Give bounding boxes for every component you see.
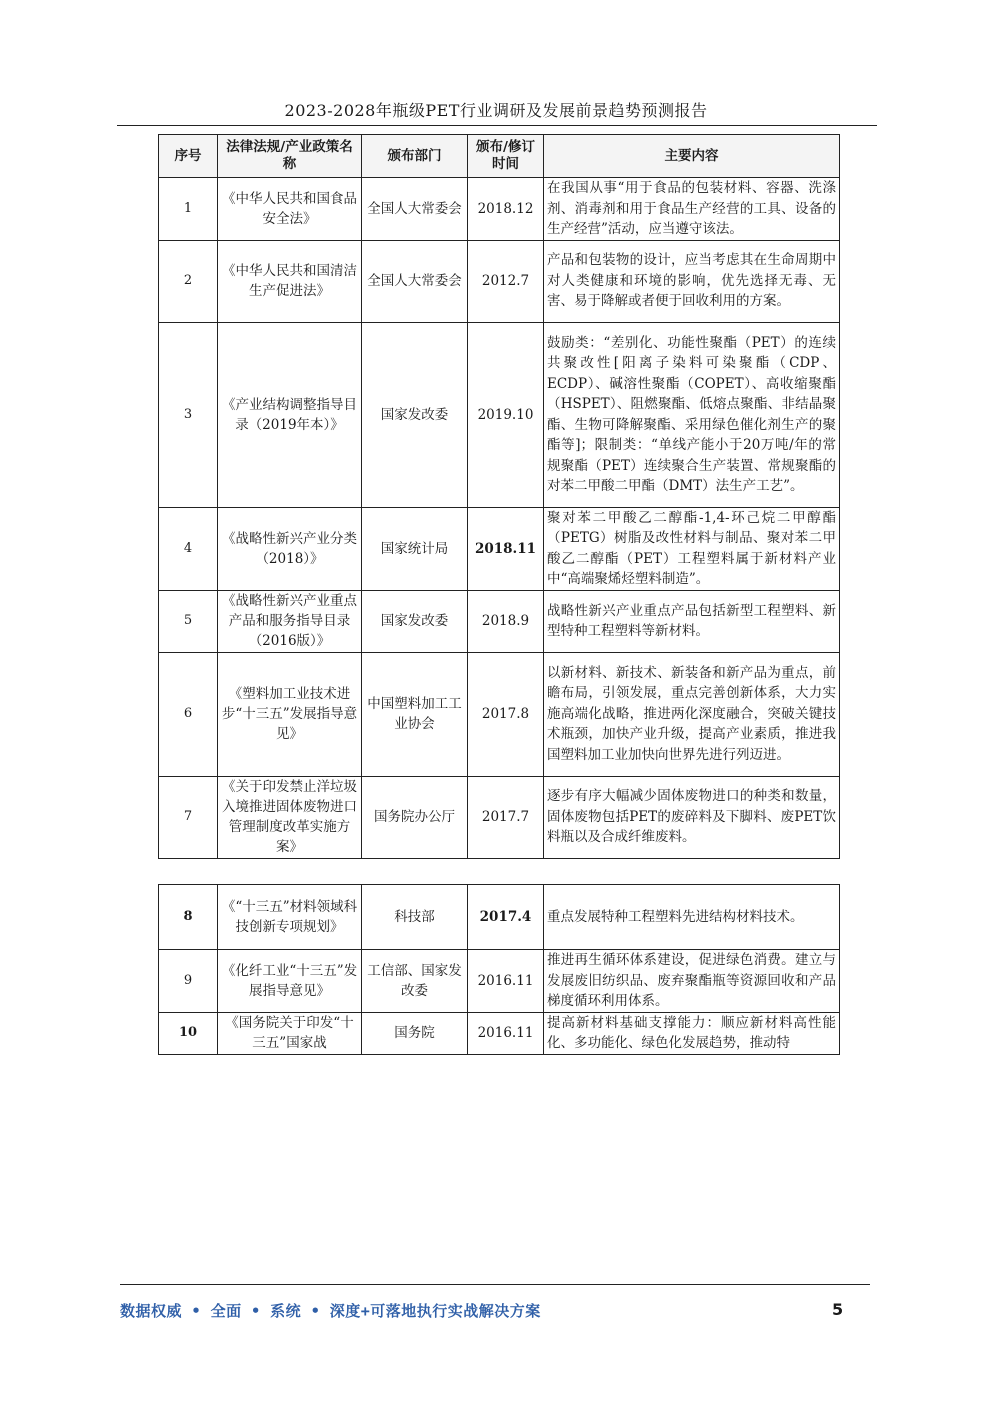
row-number: 3 [159, 322, 218, 507]
issuing-department: 科技部 [362, 885, 468, 950]
policy-name: 《塑料加工业技术进步“十三五”发展指导意见》 [218, 652, 362, 776]
main-content: 重点发展特种工程塑料先进结构材料技术。 [544, 885, 840, 950]
footer-divider [120, 1284, 870, 1285]
policy-name: 《关于印发禁止洋垃圾入境推进固体废物进口管理制度改革实施方案》 [218, 776, 362, 858]
issuing-department: 中国塑料加工工业协会 [362, 652, 468, 776]
table-row [159, 178, 840, 241]
row-number: 4 [159, 507, 218, 590]
table-row [159, 590, 840, 652]
issue-date: 2019.10 [468, 322, 544, 507]
policy-name: 《中华人民共和国清洁生产促进法》 [218, 240, 362, 322]
main-content: 推进再生循环体系建设，促进绿色消费。建立与发展废旧纺织品、废弃聚酯瓶等资源回收和产品梯度循环利用体系。 [544, 950, 840, 1013]
policy-name: 《化纤工业“十三五”发展指导意见》 [218, 950, 362, 1013]
table-row [159, 776, 840, 858]
issue-date: 2012.7 [468, 240, 544, 322]
col-header-no: 序号 [159, 135, 218, 178]
issue-date: 2017.8 [468, 652, 544, 776]
issue-date: 2018.12 [468, 178, 544, 241]
main-content: 在我国从事“用于食品的包装材料、容器、洗涤剂、消毒剂和用于食品生产经营的工具、设备的生产经营”活动，应当遵守该法。 [544, 178, 840, 241]
table-header-row [159, 135, 840, 178]
table-row [159, 240, 840, 322]
issue-date: 2016.11 [468, 1012, 544, 1054]
issuing-department: 工信部、国家发改委 [362, 950, 468, 1013]
policy-name: 《战略性新兴产业重点产品和服务指导目录（2016版）》 [218, 590, 362, 652]
issuing-department: 国务院 [362, 1012, 468, 1054]
row-number: 10 [159, 1012, 218, 1054]
issue-date: 2017.7 [468, 776, 544, 858]
policy-name: 《中华人民共和国食品安全法》 [218, 178, 362, 241]
issuing-department: 国家统计局 [362, 507, 468, 590]
header-divider [117, 125, 877, 126]
issuing-department: 国家发改委 [362, 322, 468, 507]
main-content: 聚对苯二甲酸乙二醇酯-1,4-环己烷二甲醇酯（PETG）树脂及改性材料与制品、聚对苯二甲酸乙二醇酯（PET）工程塑料属于新材料产业中“高端聚烯烃塑料制造”。 [544, 507, 840, 590]
issue-date: 2017.4 [468, 885, 544, 950]
footer-slogan: 数据权威 • 全面 • 系统 • 深度+可落地执行实战解决方案 [120, 1302, 541, 1320]
col-header-name: 法律法规/产业政策名称 [218, 135, 362, 178]
main-content: 产品和包装物的设计，应当考虑其在生命周期中对人类健康和环境的影响，优先选择无毒、无害、易于降解或者便于回收利用的方案。 [544, 240, 840, 322]
policy-name: 《国务院关于印发“十三五”国家战 [218, 1012, 362, 1054]
issue-date: 2018.11 [468, 507, 544, 590]
report-title: 2023-2028年瓶级PET行业调研及发展前景趋势预测报告 [284, 101, 708, 120]
table-row [159, 652, 840, 776]
table-row [159, 950, 840, 1013]
row-number: 7 [159, 776, 218, 858]
table-row [159, 322, 840, 507]
row-number: 2 [159, 240, 218, 322]
policy-name: 《“十三五”材料领域科技创新专项规划》 [218, 885, 362, 950]
main-content: 战略性新兴产业重点产品包括新型工程塑料、新型特种工程塑料等新材料。 [544, 590, 840, 652]
main-content: 以新材料、新技术、新装备和新产品为重点，前瞻布局，引领发展，重点完善创新体系，大力实施高端化战略，推进两化深度融合，突破关键技术瓶颈，加快产业升级，提高产业素质，推进我国塑料加工业加快向世界先进行列迈进。 [544, 652, 840, 776]
row-number: 1 [159, 178, 218, 241]
row-number: 5 [159, 590, 218, 652]
col-header-content: 主要内容 [544, 135, 840, 178]
col-header-dept: 颁布部门 [362, 135, 468, 178]
issuing-department: 全国人大常委会 [362, 240, 468, 322]
page-number: 5 [832, 1300, 844, 1319]
issuing-department: 国务院办公厅 [362, 776, 468, 858]
policy-table-continued [158, 884, 840, 1055]
main-content: 逐步有序大幅减少固体废物进口的种类和数量，固体废物包括PET的废碎料及下脚料、废PET饮料瓶以及合成纤维废料。 [544, 776, 840, 858]
row-number: 8 [159, 885, 218, 950]
table-row [159, 1012, 840, 1054]
row-number: 9 [159, 950, 218, 1013]
col-header-date: 颁布/修订时间 [468, 135, 544, 178]
policy-table [158, 134, 840, 859]
table-row [159, 885, 840, 950]
policy-name: 《战略性新兴产业分类（2018）》 [218, 507, 362, 590]
issuing-department: 国家发改委 [362, 590, 468, 652]
table-row [159, 507, 840, 590]
row-number: 6 [159, 652, 218, 776]
issue-date: 2016.11 [468, 950, 544, 1013]
issue-date: 2018.9 [468, 590, 544, 652]
main-content: 鼓励类：“差别化、功能性聚酯（PET）的连续共聚改性[阳离子染料可染聚酯（CDP、ECDP）、碱溶性聚酯（COPET）、高收缩聚酯（HSPET）、阻燃聚酯、低熔点聚酯、非结晶聚酯、生物可降解聚酯、采用绿色催化剂生产的聚酯等]；限制类：“单线产能小于20万吨/年的常规聚酯（PET）连续聚合生产装置、常规聚酯的对苯二甲酸二甲酯（DMT）法生产工艺”。 [544, 322, 840, 507]
main-content: 提高新材料基础支撑能力：顺应新材料高性能化、多功能化、绿色化发展趋势，推动特 [544, 1012, 840, 1054]
issuing-department: 全国人大常委会 [362, 178, 468, 241]
policy-name: 《产业结构调整指导目录（2019年本）》 [218, 322, 362, 507]
